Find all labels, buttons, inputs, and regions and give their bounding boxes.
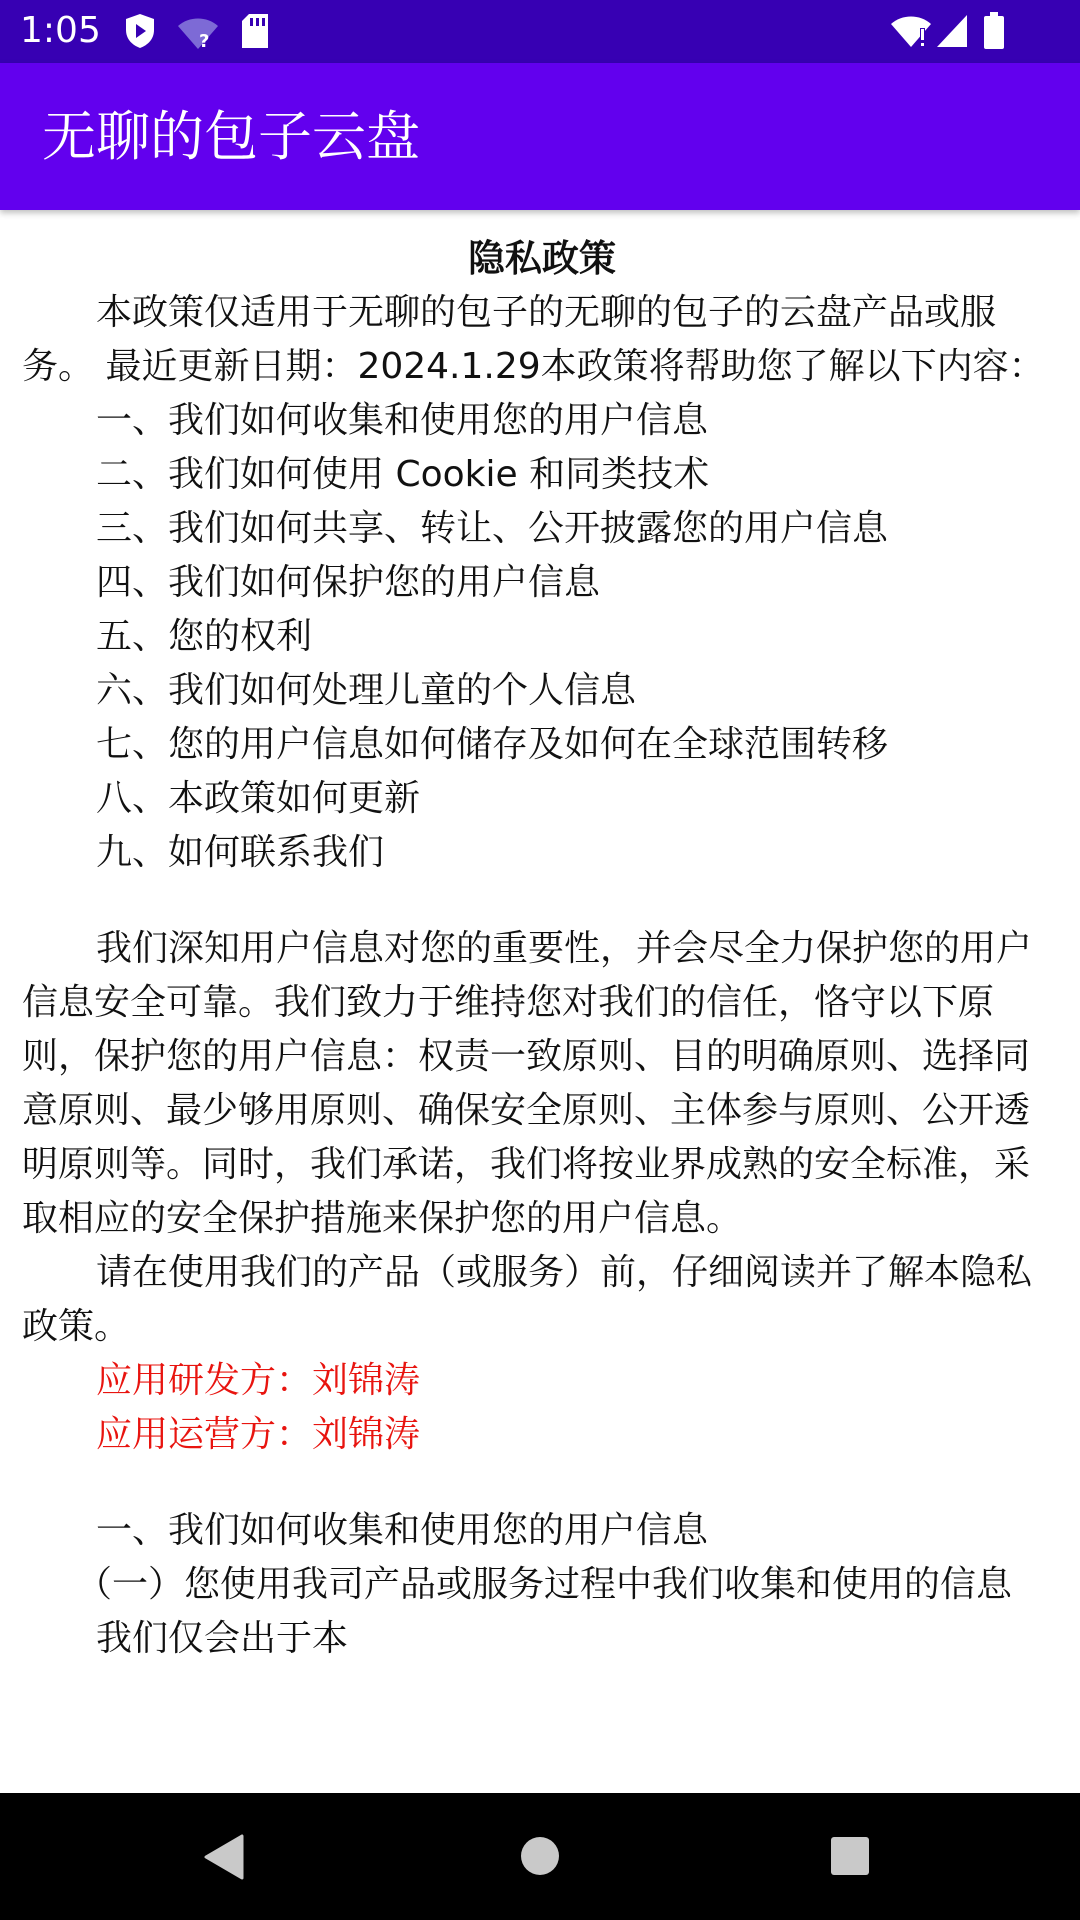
spacer [22,880,1062,922]
svg-text:?: ? [199,31,210,50]
toc-item: 九、如何联系我们 [96,832,385,873]
shield-play-icon [124,13,156,49]
toc-item: 四、我们如何保护您的用户信息 [96,562,601,603]
toc-item: 三、我们如何共享、转让、公开披露您的用户信息 [96,508,889,549]
app-title: 无聊的包子云盘 [42,105,420,168]
operator-info: 应用运营方：刘锦涛 [96,1414,421,1455]
section1-heading: 一、我们如何收集和使用您的用户信息 [96,1510,709,1551]
toc-item: 七、您的用户信息如何储存及如何在全球范围转移 [96,724,889,765]
toc-item: 二、我们如何使用 Cookie 和同类技术 [96,454,710,495]
sd-card-icon [241,13,269,49]
toc-item: 八、本政策如何更新 [96,778,421,819]
wifi-alert-icon [891,14,931,48]
recents-button[interactable] [830,1836,870,1876]
policy-read-notice: 请在使用我们的产品（或服务）前，仔细阅读并了解本隐私政策。 [22,1252,1033,1347]
battery-icon [983,12,1005,50]
policy-intro: 本政策仅适用于无聊的包子的无聊的包子的云盘产品或服务。 最近更新日期：2024.1.29本政策将帮助您了解以下内容： [22,292,1045,387]
back-button[interactable] [204,1834,244,1880]
status-bar [0,0,1080,63]
policy-title: 隐私政策 [468,237,616,280]
section1-text: 我们仅会出于本 [96,1618,349,1659]
toc-item: 六、我们如何处理儿童的个人信息 [96,670,637,711]
section1-subheading: （一）您使用我司产品或服务过程中我们收集和使用的信息 [76,1564,1013,1605]
status-time: 1:05 [20,10,101,51]
navigation-bar [0,1793,1080,1920]
app-bar [0,63,1080,210]
toc-item: 五、您的权利 [96,616,313,657]
home-button[interactable] [520,1836,560,1876]
cell-signal-icon [936,14,968,48]
developer-info: 应用研发方：刘锦涛 [96,1360,421,1401]
toc-item: 一、我们如何收集和使用您的用户信息 [96,400,709,441]
spacer [22,1462,1062,1504]
privacy-policy-content[interactable] [22,232,1062,1666]
wifi-question-icon [177,16,219,50]
policy-commitment: 我们深知用户信息对您的重要性，并会尽全力保护您的用户信息安全可靠。我们致力于维持您对我们的信任，恪守以下原则，保护您的用户信息：权责一致原则、目的明确原则、选择同意原则、最少够用原则、确保安全原则、主体参与原则、公开透明原则等。同时，我们承诺，我们将按业界成熟的安全标准，采取相应的安全保护措施来保护您的用户信息。 [22,928,1033,1239]
